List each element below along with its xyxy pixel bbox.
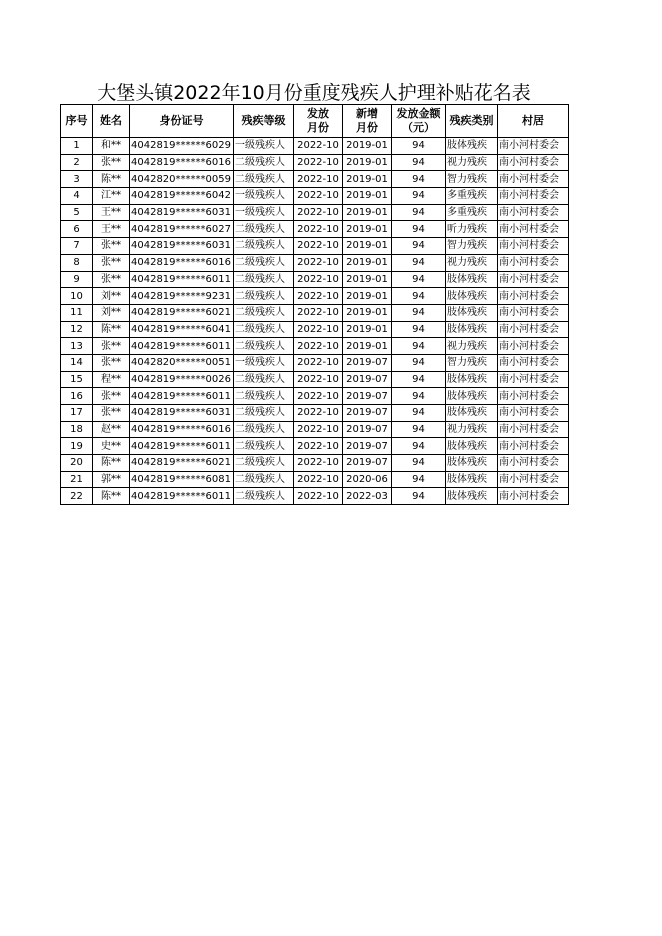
cell-name: 刘** xyxy=(93,304,130,321)
cell-type: 肢体残疾 xyxy=(446,438,498,455)
cell-seq: 4 xyxy=(61,188,93,205)
cell-type: 听力残疾 xyxy=(446,221,498,238)
cell-id: 4042819******6011 xyxy=(130,488,234,505)
cell-new-month: 2019-07 xyxy=(343,455,392,472)
table-row xyxy=(61,338,569,355)
cell-level: 一级残疾人 xyxy=(234,204,294,221)
cell-id: 4042819******6031 xyxy=(130,405,234,422)
cell-id: 4042819******6041 xyxy=(130,321,234,338)
cell-village: 南小河村委会 xyxy=(498,204,569,221)
cell-id: 4042820******0059 xyxy=(130,171,234,188)
cell-name: 张** xyxy=(93,238,130,255)
header-new-month xyxy=(343,105,392,138)
cell-seq: 14 xyxy=(61,354,93,371)
cell-amount: 94 xyxy=(392,254,446,271)
cell-amount: 94 xyxy=(392,438,446,455)
cell-id: 4042819******6011 xyxy=(130,271,234,288)
table-row xyxy=(61,288,569,305)
cell-level: 二级残疾人 xyxy=(234,304,294,321)
cell-seq: 12 xyxy=(61,321,93,338)
cell-village: 南小河村委会 xyxy=(498,138,569,155)
cell-village: 南小河村委会 xyxy=(498,304,569,321)
cell-amount: 94 xyxy=(392,238,446,255)
cell-level: 一级残疾人 xyxy=(234,138,294,155)
cell-village: 南小河村委会 xyxy=(498,171,569,188)
cell-level: 二级残疾人 xyxy=(234,288,294,305)
header-id: 身份证号 xyxy=(130,105,234,138)
cell-issue-month: 2022-10 xyxy=(294,321,343,338)
cell-amount: 94 xyxy=(392,188,446,205)
cell-seq: 7 xyxy=(61,238,93,255)
header-new-month-line1: 新增 xyxy=(356,107,378,120)
cell-level: 二级残疾人 xyxy=(234,405,294,422)
cell-id: 4042819******6011 xyxy=(130,438,234,455)
cell-issue-month: 2022-10 xyxy=(294,455,343,472)
cell-village: 南小河村委会 xyxy=(498,321,569,338)
header-amount xyxy=(392,105,446,138)
cell-new-month: 2019-07 xyxy=(343,421,392,438)
cell-seq: 9 xyxy=(61,271,93,288)
header-new-month-line2: 月份 xyxy=(356,121,378,134)
roster-table xyxy=(60,104,569,505)
cell-amount: 94 xyxy=(392,288,446,305)
cell-type: 智力残疾 xyxy=(446,354,498,371)
cell-new-month: 2019-07 xyxy=(343,371,392,388)
cell-village: 南小河村委会 xyxy=(498,188,569,205)
cell-id: 4042820******0051 xyxy=(130,354,234,371)
cell-issue-month: 2022-10 xyxy=(294,188,343,205)
cell-new-month: 2019-01 xyxy=(343,138,392,155)
cell-issue-month: 2022-10 xyxy=(294,171,343,188)
cell-type: 肢体残疾 xyxy=(446,388,498,405)
cell-new-month: 2019-01 xyxy=(343,271,392,288)
table-row xyxy=(61,204,569,221)
cell-village: 南小河村委会 xyxy=(498,221,569,238)
cell-type: 肢体残疾 xyxy=(446,271,498,288)
cell-type: 肢体残疾 xyxy=(446,288,498,305)
cell-new-month: 2020-06 xyxy=(343,471,392,488)
table-row xyxy=(61,221,569,238)
table-row xyxy=(61,188,569,205)
table-row xyxy=(61,354,569,371)
cell-name: 王** xyxy=(93,204,130,221)
cell-level: 二级残疾人 xyxy=(234,221,294,238)
table-row xyxy=(61,371,569,388)
cell-level: 二级残疾人 xyxy=(234,338,294,355)
table-row xyxy=(61,421,569,438)
cell-name: 江** xyxy=(93,188,130,205)
cell-issue-month: 2022-10 xyxy=(294,471,343,488)
cell-name: 史** xyxy=(93,438,130,455)
cell-new-month: 2019-01 xyxy=(343,188,392,205)
cell-level: 二级残疾人 xyxy=(234,171,294,188)
cell-id: 4042819******6081 xyxy=(130,471,234,488)
cell-new-month: 2019-01 xyxy=(343,171,392,188)
cell-seq: 11 xyxy=(61,304,93,321)
cell-level: 二级残疾人 xyxy=(234,455,294,472)
cell-seq: 17 xyxy=(61,405,93,422)
table-row xyxy=(61,271,569,288)
cell-level: 一级残疾人 xyxy=(234,354,294,371)
cell-issue-month: 2022-10 xyxy=(294,254,343,271)
cell-village: 南小河村委会 xyxy=(498,254,569,271)
table-row xyxy=(61,471,569,488)
cell-level: 一级残疾人 xyxy=(234,188,294,205)
table-row xyxy=(61,138,569,155)
cell-type: 肢体残疾 xyxy=(446,405,498,422)
header-amount-line2: （元） xyxy=(402,121,435,134)
cell-new-month: 2019-01 xyxy=(343,338,392,355)
cell-name: 程** xyxy=(93,371,130,388)
cell-name: 张** xyxy=(93,405,130,422)
cell-village: 南小河村委会 xyxy=(498,371,569,388)
table-row xyxy=(61,304,569,321)
header-name: 姓名 xyxy=(93,105,130,138)
cell-new-month: 2019-07 xyxy=(343,388,392,405)
cell-amount: 94 xyxy=(392,455,446,472)
cell-issue-month: 2022-10 xyxy=(294,354,343,371)
cell-seq: 18 xyxy=(61,421,93,438)
cell-new-month: 2019-01 xyxy=(343,254,392,271)
cell-village: 南小河村委会 xyxy=(498,154,569,171)
cell-seq: 20 xyxy=(61,455,93,472)
cell-issue-month: 2022-10 xyxy=(294,405,343,422)
header-village: 村居 xyxy=(498,105,569,138)
cell-amount: 94 xyxy=(392,371,446,388)
cell-name: 陈** xyxy=(93,488,130,505)
cell-seq: 6 xyxy=(61,221,93,238)
cell-type: 多重残疾 xyxy=(446,188,498,205)
cell-type: 肢体残疾 xyxy=(446,488,498,505)
cell-amount: 94 xyxy=(392,471,446,488)
cell-issue-month: 2022-10 xyxy=(294,138,343,155)
cell-level: 二级残疾人 xyxy=(234,488,294,505)
cell-type: 肢体残疾 xyxy=(446,138,498,155)
cell-id: 4042819******6027 xyxy=(130,221,234,238)
cell-new-month: 2019-01 xyxy=(343,221,392,238)
cell-id: 4042819******6011 xyxy=(130,388,234,405)
cell-village: 南小河村委会 xyxy=(498,421,569,438)
cell-name: 张** xyxy=(93,254,130,271)
cell-seq: 21 xyxy=(61,471,93,488)
cell-level: 二级残疾人 xyxy=(234,388,294,405)
cell-type: 肢体残疾 xyxy=(446,471,498,488)
cell-type: 视力残疾 xyxy=(446,254,498,271)
cell-village: 南小河村委会 xyxy=(498,338,569,355)
table-header xyxy=(61,105,569,138)
cell-new-month: 2019-01 xyxy=(343,238,392,255)
header-issue-month-line1: 发放 xyxy=(307,107,329,120)
cell-amount: 94 xyxy=(392,138,446,155)
cell-seq: 19 xyxy=(61,438,93,455)
cell-village: 南小河村委会 xyxy=(498,271,569,288)
cell-type: 视力残疾 xyxy=(446,421,498,438)
cell-village: 南小河村委会 xyxy=(498,488,569,505)
cell-new-month: 2019-01 xyxy=(343,288,392,305)
cell-id: 4042819******6016 xyxy=(130,421,234,438)
header-seq: 序号 xyxy=(61,105,93,138)
header-amount-line1: 发放金额 xyxy=(396,107,441,120)
cell-amount: 94 xyxy=(392,488,446,505)
cell-village: 南小河村委会 xyxy=(498,438,569,455)
cell-new-month: 2022-03 xyxy=(343,488,392,505)
cell-id: 4042819******6042 xyxy=(130,188,234,205)
cell-name: 刘** xyxy=(93,288,130,305)
cell-type: 智力残疾 xyxy=(446,238,498,255)
cell-level: 二级残疾人 xyxy=(234,421,294,438)
header-issue-month-line2: 月份 xyxy=(307,121,329,134)
table-body xyxy=(61,138,569,505)
table-row xyxy=(61,238,569,255)
table-row xyxy=(61,321,569,338)
cell-issue-month: 2022-10 xyxy=(294,371,343,388)
cell-issue-month: 2022-10 xyxy=(294,154,343,171)
cell-amount: 94 xyxy=(392,421,446,438)
cell-name: 张** xyxy=(93,338,130,355)
cell-level: 二级残疾人 xyxy=(234,438,294,455)
cell-amount: 94 xyxy=(392,321,446,338)
cell-level: 二级残疾人 xyxy=(234,321,294,338)
cell-new-month: 2019-07 xyxy=(343,438,392,455)
cell-id: 4042819******9231 xyxy=(130,288,234,305)
cell-name: 陈** xyxy=(93,455,130,472)
table-row xyxy=(61,388,569,405)
cell-id: 4042819******6011 xyxy=(130,338,234,355)
cell-seq: 2 xyxy=(61,154,93,171)
cell-village: 南小河村委会 xyxy=(498,388,569,405)
cell-name: 赵** xyxy=(93,421,130,438)
cell-seq: 16 xyxy=(61,388,93,405)
cell-village: 南小河村委会 xyxy=(498,471,569,488)
cell-village: 南小河村委会 xyxy=(498,455,569,472)
cell-name: 陈** xyxy=(93,171,130,188)
cell-issue-month: 2022-10 xyxy=(294,304,343,321)
cell-new-month: 2019-07 xyxy=(343,405,392,422)
cell-level: 二级残疾人 xyxy=(234,471,294,488)
cell-type: 智力残疾 xyxy=(446,171,498,188)
cell-type: 视力残疾 xyxy=(446,154,498,171)
cell-amount: 94 xyxy=(392,388,446,405)
cell-village: 南小河村委会 xyxy=(498,405,569,422)
cell-id: 4042819******6031 xyxy=(130,204,234,221)
cell-name: 张** xyxy=(93,354,130,371)
cell-seq: 10 xyxy=(61,288,93,305)
cell-name: 和** xyxy=(93,138,130,155)
cell-amount: 94 xyxy=(392,354,446,371)
cell-amount: 94 xyxy=(392,171,446,188)
cell-amount: 94 xyxy=(392,271,446,288)
cell-type: 肢体残疾 xyxy=(446,321,498,338)
cell-id: 4042819******6029 xyxy=(130,138,234,155)
cell-type: 肢体残疾 xyxy=(446,304,498,321)
header-level: 残疾等级 xyxy=(234,105,294,138)
table-row xyxy=(61,254,569,271)
cell-issue-month: 2022-10 xyxy=(294,204,343,221)
table-row xyxy=(61,154,569,171)
cell-seq: 5 xyxy=(61,204,93,221)
cell-type: 视力残疾 xyxy=(446,338,498,355)
cell-new-month: 2019-01 xyxy=(343,304,392,321)
cell-id: 4042819******6021 xyxy=(130,455,234,472)
cell-amount: 94 xyxy=(392,304,446,321)
cell-name: 张** xyxy=(93,271,130,288)
cell-village: 南小河村委会 xyxy=(498,288,569,305)
cell-seq: 1 xyxy=(61,138,93,155)
table-row xyxy=(61,488,569,505)
cell-issue-month: 2022-10 xyxy=(294,438,343,455)
page-title: 大堡头镇2022年10月份重度残疾人护理补贴花名表 xyxy=(97,82,531,104)
cell-seq: 15 xyxy=(61,371,93,388)
table-row xyxy=(61,455,569,472)
cell-id: 4042819******6016 xyxy=(130,154,234,171)
cell-amount: 94 xyxy=(392,405,446,422)
cell-name: 王** xyxy=(93,221,130,238)
cell-village: 南小河村委会 xyxy=(498,354,569,371)
cell-seq: 22 xyxy=(61,488,93,505)
header-issue-month xyxy=(294,105,343,138)
cell-id: 4042819******0026 xyxy=(130,371,234,388)
cell-issue-month: 2022-10 xyxy=(294,221,343,238)
cell-issue-month: 2022-10 xyxy=(294,388,343,405)
cell-issue-month: 2022-10 xyxy=(294,421,343,438)
table-row xyxy=(61,171,569,188)
cell-issue-month: 2022-10 xyxy=(294,488,343,505)
cell-amount: 94 xyxy=(392,338,446,355)
cell-new-month: 2019-01 xyxy=(343,204,392,221)
cell-id: 4042819******6021 xyxy=(130,304,234,321)
table-row xyxy=(61,405,569,422)
cell-name: 陈** xyxy=(93,321,130,338)
cell-seq: 8 xyxy=(61,254,93,271)
cell-name: 郭** xyxy=(93,471,130,488)
cell-level: 二级残疾人 xyxy=(234,371,294,388)
cell-name: 张** xyxy=(93,154,130,171)
cell-id: 4042819******6016 xyxy=(130,254,234,271)
cell-new-month: 2019-01 xyxy=(343,154,392,171)
cell-name: 张** xyxy=(93,388,130,405)
cell-type: 肢体残疾 xyxy=(446,455,498,472)
cell-level: 二级残疾人 xyxy=(234,238,294,255)
cell-type: 多重残疾 xyxy=(446,204,498,221)
cell-level: 二级残疾人 xyxy=(234,154,294,171)
cell-level: 二级残疾人 xyxy=(234,271,294,288)
cell-village: 南小河村委会 xyxy=(498,238,569,255)
cell-issue-month: 2022-10 xyxy=(294,288,343,305)
table-row xyxy=(61,438,569,455)
cell-amount: 94 xyxy=(392,154,446,171)
cell-type: 肢体残疾 xyxy=(446,371,498,388)
header-type: 残疾类别 xyxy=(446,105,498,138)
cell-id: 4042819******6031 xyxy=(130,238,234,255)
cell-new-month: 2019-07 xyxy=(343,354,392,371)
cell-issue-month: 2022-10 xyxy=(294,271,343,288)
cell-amount: 94 xyxy=(392,221,446,238)
cell-level: 二级残疾人 xyxy=(234,254,294,271)
cell-seq: 13 xyxy=(61,338,93,355)
cell-issue-month: 2022-10 xyxy=(294,338,343,355)
cell-amount: 94 xyxy=(392,204,446,221)
cell-seq: 3 xyxy=(61,171,93,188)
cell-new-month: 2019-01 xyxy=(343,321,392,338)
cell-issue-month: 2022-10 xyxy=(294,238,343,255)
